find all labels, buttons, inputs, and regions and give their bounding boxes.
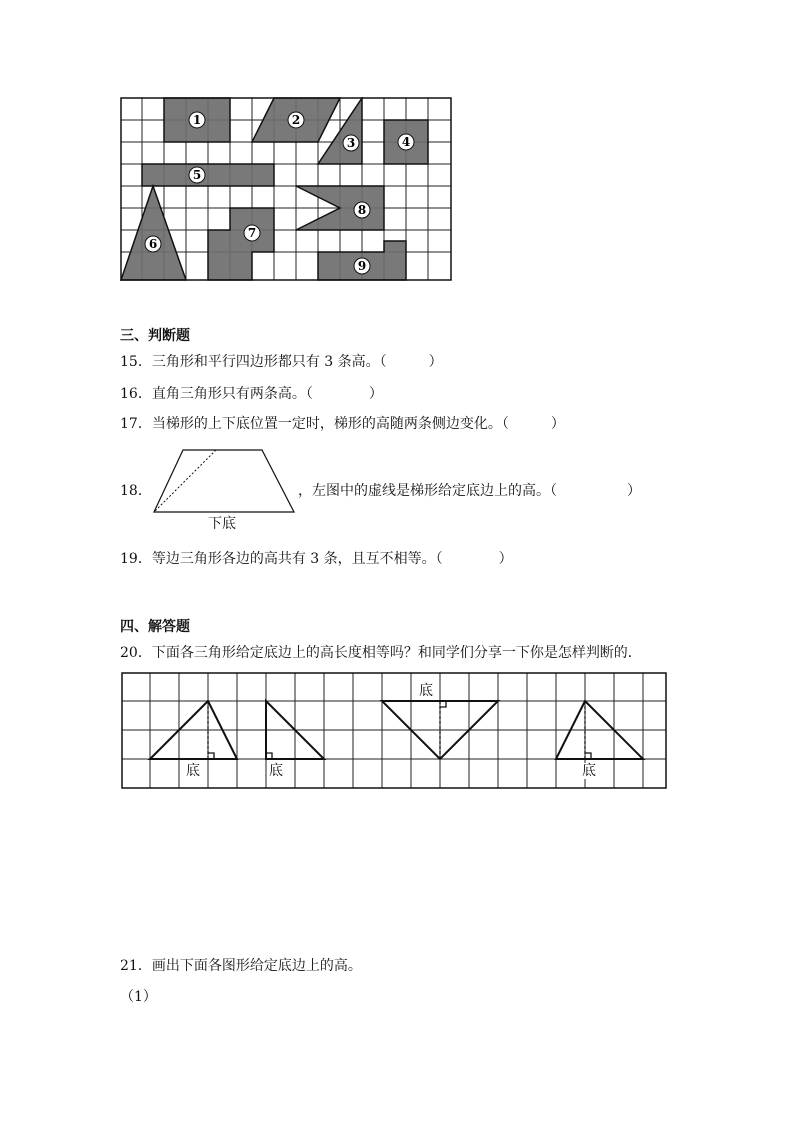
svg-text:4: 4 bbox=[401, 135, 411, 149]
badge-7 bbox=[244, 225, 260, 241]
svg-text:2: 2 bbox=[291, 113, 301, 127]
badge-3 bbox=[343, 135, 359, 151]
svg-text:3: 3 bbox=[346, 136, 356, 150]
badge-2 bbox=[288, 112, 304, 128]
section-3-heading: 三、判断题 bbox=[120, 328, 190, 344]
shape-5-rectangle bbox=[142, 164, 274, 186]
base-label-c: 底 bbox=[419, 683, 433, 699]
svg-text:8: 8 bbox=[357, 203, 367, 217]
base-label-b: 底 bbox=[269, 763, 283, 779]
badge-1 bbox=[189, 112, 205, 128]
svg-text:9: 9 bbox=[357, 259, 367, 273]
question-17: 17．当梯形的上下底位置一定时，梯形的高随两条侧边变化。（ ） bbox=[120, 416, 565, 432]
lower-base-label: 下底 bbox=[208, 516, 236, 532]
question-18-number: 18． bbox=[120, 483, 152, 499]
shape-6-triangle bbox=[121, 186, 186, 280]
question-20: 20．下面各三角形给定底边上的高长度相等吗？和同学们分享一下你是怎样判断的． bbox=[120, 645, 642, 661]
badge-8 bbox=[354, 202, 370, 218]
question-21: 21．画出下面各图形给定底边上的高。 bbox=[120, 958, 362, 974]
svg-text:5: 5 bbox=[192, 168, 202, 182]
badge-6 bbox=[145, 236, 161, 252]
question-21-part-1: （1） bbox=[120, 989, 157, 1005]
question-15: 15．三角形和平行四边形都只有 3 条高。（ ） bbox=[120, 354, 443, 370]
svg-text:6: 6 bbox=[148, 237, 158, 251]
svg-text:7: 7 bbox=[247, 226, 257, 240]
section-4-heading: 四、解答题 bbox=[120, 619, 190, 635]
dashed-height-line bbox=[154, 450, 216, 512]
question-19: 19．等边三角形各边的高共有 3 条，且互不相等。（ ） bbox=[120, 551, 513, 567]
base-label-d: 底 bbox=[582, 763, 596, 779]
shapes-grid-figure bbox=[120, 97, 452, 281]
trapezoid-figure bbox=[150, 446, 298, 516]
question-16: 16．直角三角形只有两条高。（ ） bbox=[120, 386, 383, 402]
base-label-a: 底 bbox=[186, 763, 200, 779]
badge-9 bbox=[354, 258, 370, 274]
badge-4 bbox=[398, 134, 414, 150]
question-18-text: ，左图中的虚线是梯形给定底边上的高。（ ） bbox=[298, 483, 641, 499]
svg-text:1: 1 bbox=[192, 113, 202, 127]
shape-7-polygon bbox=[208, 208, 274, 280]
badge-5 bbox=[189, 167, 205, 183]
